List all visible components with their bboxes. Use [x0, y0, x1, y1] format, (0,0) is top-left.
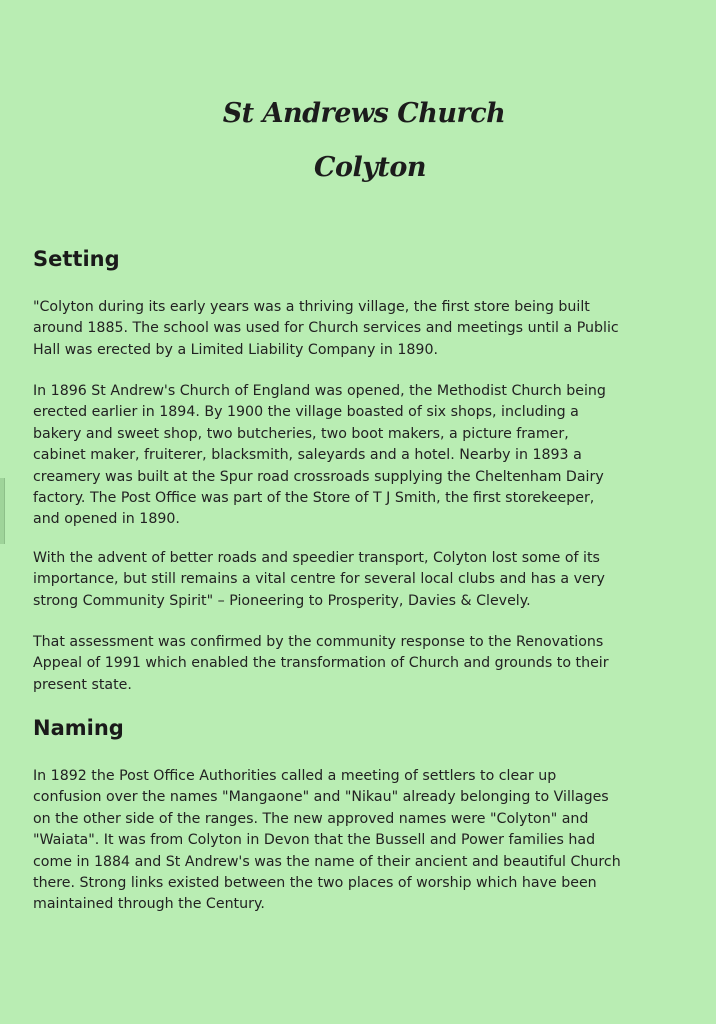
text-line: In 1896 St Andrew's Church of England was opened, the Methodist Church being	[33, 383, 606, 399]
document-subtitle: Colyton	[313, 152, 427, 183]
text-line: present state.	[33, 676, 132, 693]
text-line: there. Strong links existed between the two places of worship which have been	[33, 875, 597, 892]
section-heading-naming: Naming	[33, 716, 124, 740]
text-line: cabinet maker, fruiterer, blacksmith, saleyards and a hotel. Nearby in 1893 a	[33, 447, 582, 464]
text-line: on the other side of the ranges. The new approved names were "Colyton" and	[33, 810, 589, 827]
text-line: Appeal of 1991 which enabled the transformation of Church and grounds to their	[33, 655, 609, 672]
section-heading-setting: Setting	[33, 247, 120, 271]
text-line: and opened in 1890.	[33, 511, 180, 528]
text-line: creamery was built at the Spur road crossroads supplying the Cheltenham Dairy	[33, 468, 604, 485]
text-line: erected earlier in 1894. By 1900 the village boasted of six shops, including a	[33, 404, 579, 421]
text-line: come in 1884 and St Andrew's was the name of their ancient and beautiful Church	[33, 853, 621, 870]
text-line: In 1892 the Post Office Authorities called a meeting of settlers to clear up	[33, 768, 557, 784]
setting-paragraph-3	[33, 548, 683, 612]
text-line: Hall was erected by a Limited Liability Company in 1890.	[33, 341, 438, 358]
document-title: St Andrews Church	[222, 98, 506, 129]
text-line: around 1885. The school was used for Church services and meetings until a Public	[33, 320, 619, 337]
text-line: importance, but still remains a vital centre for several local clubs and has a very	[33, 571, 605, 588]
text-line: strong Community Spirit" – Pioneering to Prosperity, Davies & Clevely.	[33, 592, 531, 609]
text-line: maintained through the Century.	[33, 896, 265, 913]
setting-paragraph-2	[33, 381, 683, 531]
text-line: "Colyton during its early years was a thriving village, the first store being built	[33, 299, 590, 315]
text-line: With the advent of better roads and speedier transport, Colyton lost some of its	[33, 550, 600, 566]
text-line: bakery and sweet shop, two butcheries, two boot makers, a picture framer,	[33, 425, 569, 442]
text-line: "Waiata". It was from Colyton in Devon that the Bussell and Power families had	[33, 832, 596, 849]
text-line: confusion over the names "Mangaone" and "Nikau" already belonging to Villages	[33, 789, 609, 806]
text-line: That assessment was confirmed by the community response to the Renovations	[33, 634, 604, 650]
page-edge-mark	[0, 478, 5, 544]
setting-paragraph-1	[33, 297, 683, 361]
naming-paragraph-1	[33, 766, 683, 916]
setting-paragraph-4	[33, 632, 683, 696]
text-line: factory. The Post Office was part of the Store of T J Smith, the first storekeeper,	[33, 490, 595, 507]
